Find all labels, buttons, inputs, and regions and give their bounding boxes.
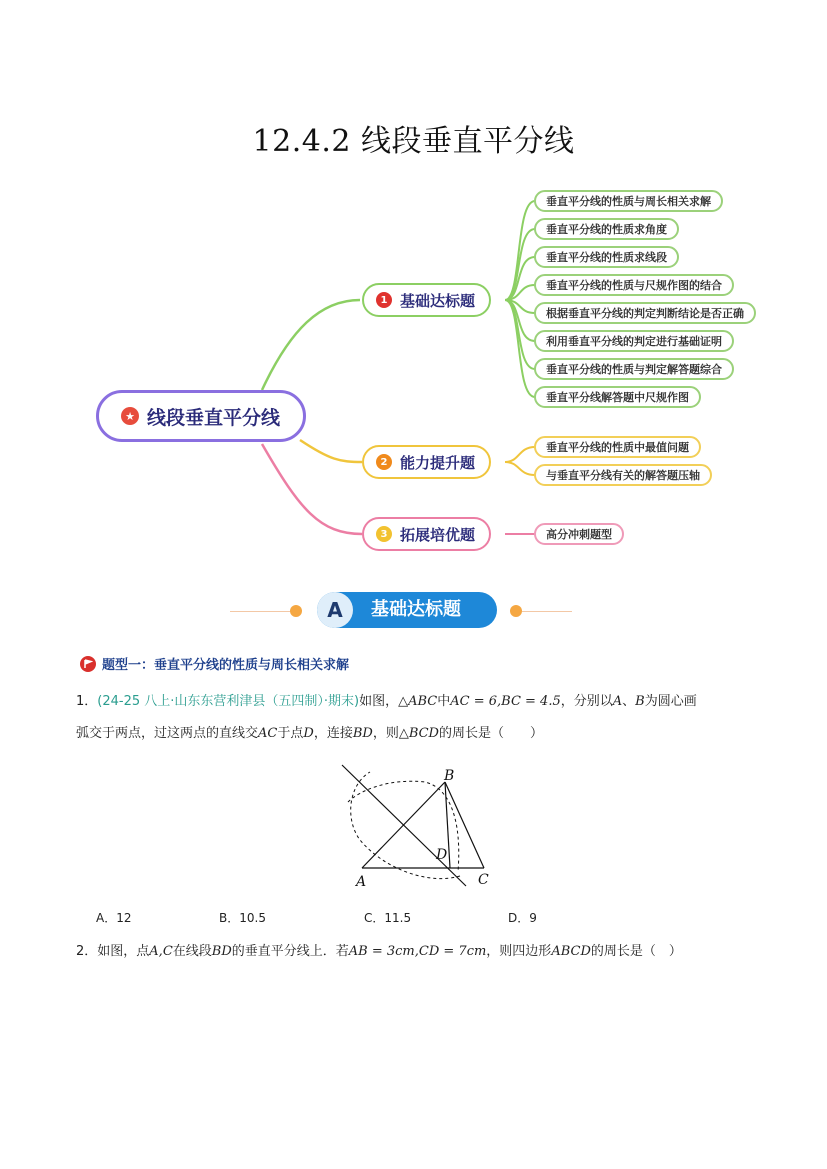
section-pill bbox=[317, 592, 497, 628]
question-source: (24-25 八上·山东东营利津县（五四制）·期末) bbox=[97, 694, 360, 709]
flag-icon bbox=[80, 656, 96, 672]
math: ABCD bbox=[551, 944, 591, 959]
section-label: 基础达标题 bbox=[371, 599, 461, 620]
mindmap-leaf: 利用垂直平分线的判定进行基础证明 bbox=[534, 330, 734, 352]
number-badge-icon: 2 bbox=[376, 454, 392, 470]
text: 于点 bbox=[277, 726, 304, 741]
text: ，则四边形 bbox=[486, 944, 552, 959]
section-banner bbox=[230, 590, 590, 630]
math: A,C bbox=[149, 944, 173, 959]
option-key: C． bbox=[364, 911, 385, 925]
text: ，则△ bbox=[372, 726, 409, 741]
branch-label: 基础达标题 bbox=[400, 291, 476, 310]
mindmap-leaf: 垂直平分线的性质与尺规作图的结合 bbox=[534, 274, 734, 296]
mindmap-root-label: 线段垂直平分线 bbox=[147, 406, 281, 429]
option-value: 9 bbox=[529, 911, 537, 925]
mindmap-leaf: 垂直平分线的性质与周长相关求解 bbox=[534, 190, 723, 212]
number-badge-icon: 1 bbox=[376, 292, 392, 308]
option-c bbox=[364, 909, 411, 926]
mindmap-branch-advanced bbox=[362, 445, 491, 479]
mindmap-leaf: 与垂直平分线有关的解答题压轴 bbox=[534, 464, 712, 486]
geometry-figure bbox=[330, 760, 500, 895]
math: A bbox=[612, 694, 623, 709]
number-badge-icon: 3 bbox=[376, 526, 392, 542]
question-2 bbox=[76, 942, 682, 962]
math: BD bbox=[211, 944, 232, 959]
math: ABC bbox=[408, 694, 438, 709]
mindmap-leaf: 根据垂直平分线的判定判断结论是否正确 bbox=[534, 302, 756, 324]
mindmap-root bbox=[96, 390, 306, 442]
text: 中 bbox=[437, 694, 451, 709]
mindmap-leaf: 垂直平分线的性质求线段 bbox=[534, 246, 679, 268]
math: B bbox=[635, 694, 645, 709]
text: ，分别以 bbox=[560, 694, 613, 709]
text: 、 bbox=[622, 694, 636, 709]
dot-icon bbox=[510, 605, 522, 617]
mindmap-leaf: 垂直平分线的性质中最值问题 bbox=[534, 436, 701, 458]
math: AC = 6,BC = 4.5 bbox=[450, 694, 561, 709]
mindmap-leaf: 垂直平分线解答题中尺规作图 bbox=[534, 386, 701, 408]
option-key: B． bbox=[219, 911, 240, 925]
text: 的垂直平分线上．若 bbox=[231, 944, 349, 959]
text: 的周长是（ ） bbox=[438, 726, 543, 741]
star-icon: ★ bbox=[121, 407, 139, 425]
option-key: A． bbox=[96, 911, 117, 925]
option-b bbox=[219, 909, 266, 926]
question-number: 2． bbox=[76, 944, 98, 959]
math: BCD bbox=[408, 726, 439, 741]
option-value: 11.5 bbox=[384, 911, 412, 925]
type-heading-text: 题型一：垂直平分线的性质与周长相关求解 bbox=[102, 658, 350, 673]
text: 在线段 bbox=[172, 944, 212, 959]
question-1-line-2 bbox=[76, 724, 543, 744]
math: AB = 3cm,CD = 7cm bbox=[348, 944, 487, 959]
option-key: D． bbox=[508, 911, 530, 925]
text: 为圆心画 bbox=[644, 694, 697, 709]
question-number: 1． bbox=[76, 694, 98, 709]
text: 如图，△ bbox=[359, 694, 409, 709]
mindmap-leaf: 高分冲刺题型 bbox=[534, 523, 624, 545]
option-value: 12 bbox=[116, 911, 132, 925]
mindmap-branch-extension bbox=[362, 517, 491, 551]
label-A: A bbox=[356, 874, 367, 890]
math: BD bbox=[352, 726, 373, 741]
branch-label: 能力提升题 bbox=[400, 453, 476, 472]
mindmap-leaf: 垂直平分线的性质求角度 bbox=[534, 218, 679, 240]
question-1-line-1 bbox=[76, 692, 697, 712]
text: 弧交于两点，过这两点的直线交 bbox=[76, 726, 259, 741]
branch-label: 拓展培优题 bbox=[400, 525, 476, 544]
mindmap-branch-basic bbox=[362, 283, 491, 317]
math: D bbox=[303, 726, 314, 741]
label-C: C bbox=[478, 872, 489, 888]
label-D: D bbox=[436, 847, 448, 863]
text: ，连接 bbox=[313, 726, 353, 741]
option-a bbox=[96, 909, 132, 926]
math: AC bbox=[258, 726, 278, 741]
mindmap-leaf: 垂直平分线的性质与判定解答题综合 bbox=[534, 358, 734, 380]
page-title: 12.4.2 线段垂直平分线 bbox=[252, 124, 575, 159]
text: 的周长是（ ） bbox=[590, 944, 682, 959]
dot-icon bbox=[290, 605, 302, 617]
section-letter: A bbox=[317, 592, 353, 628]
label-B: B bbox=[444, 768, 455, 784]
option-value: 10.5 bbox=[239, 911, 266, 925]
text: 如图，点 bbox=[97, 944, 150, 959]
option-d bbox=[508, 909, 537, 926]
type-heading bbox=[80, 654, 349, 673]
